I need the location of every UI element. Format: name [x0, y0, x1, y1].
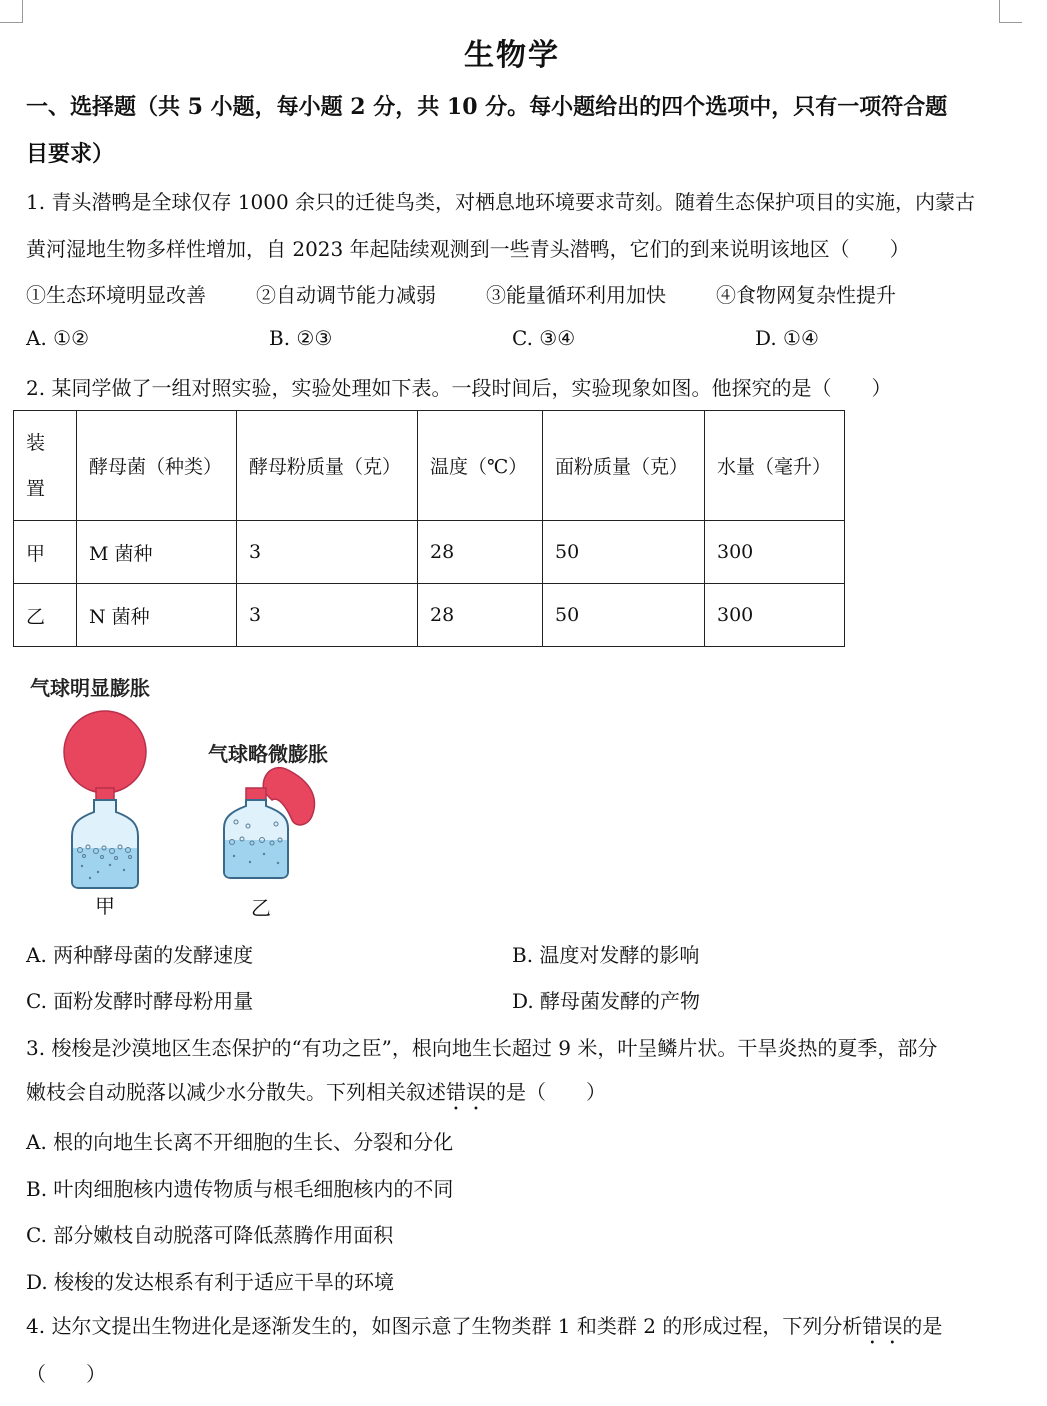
table-row [14, 584, 845, 647]
q4-stem-line1 [26, 1310, 942, 1349]
experiment-table [13, 410, 845, 647]
q3-stem-line1: 3. 梭梭是沙漠地区生态保护的“有功之臣”，根向地生长超过 9 米，叶呈鳞片状。干旱炎热的夏季，部分 [26, 1036, 938, 1060]
big-balloon-neck [96, 788, 114, 800]
q3-option-d[interactable]: D. 梭梭的发达根系有利于适应干旱的环境 [26, 1270, 395, 1294]
table-row [14, 521, 845, 584]
q3-emphasis-wrong: 错误 [446, 1080, 486, 1104]
q1-option-d[interactable]: D. ①④ [755, 326, 819, 350]
q4-stem-pre: 4. 达尔文提出生物进化是逐渐发生的，如图示意了生物类群 1 和类群 2 的形成过程，下列分析 [26, 1314, 863, 1338]
table-cell: 300 [705, 584, 845, 647]
q2-option-b[interactable]: B. 温度对发酵的影响 [512, 943, 700, 967]
section-heading-cont: 目要求） [26, 141, 115, 167]
small-balloon-neck [246, 788, 266, 800]
q4-stem-post: 的是 [902, 1314, 943, 1338]
q1-option-c[interactable]: C. ③④ [512, 326, 576, 350]
table-cell: 乙 [14, 584, 77, 647]
q1-item-4: ④食物网复杂性提升 [716, 283, 896, 307]
table-cell: 3 [237, 584, 418, 647]
header-device-line1: 装 [26, 431, 46, 454]
jar-a-balloon-illustration [64, 711, 146, 888]
q1-stem-line2: 黄河湿地生物多样性增加，自 2023 年起陆续观测到一些青头潜鸭，它们的到来说明该地区（ ） [26, 237, 910, 261]
jar-a-liquid [73, 848, 137, 887]
jar-b-liquid [225, 840, 287, 877]
q1-item-1: ①生态环境明显改善 [26, 283, 206, 307]
q3-stem-line2 [26, 1076, 606, 1115]
table-header-cell: 酵母粉质量（克） [237, 411, 418, 521]
table-cell: 28 [418, 584, 543, 647]
table-cell: 28 [418, 521, 543, 584]
page-corner-mark-right [999, 0, 1022, 23]
table-cell: 50 [543, 521, 705, 584]
q3-option-a[interactable]: A. 根的向地生长离不开细胞的生长、分裂和分化 [26, 1130, 454, 1154]
table-header-cell: 酵母菌（种类） [77, 411, 237, 521]
header-device-line2: 置 [26, 477, 46, 500]
table-cell: M 菌种 [77, 521, 237, 584]
table-cell: N 菌种 [77, 584, 237, 647]
q3-stem-post: 的是（ ） [486, 1080, 606, 1104]
q1-item-3: ③能量循环利用加快 [486, 283, 666, 307]
table-header-cell: 面粉质量（克） [543, 411, 705, 521]
q2-option-c[interactable]: C. 面粉发酵时酵母粉用量 [26, 989, 254, 1013]
q2-option-d[interactable]: D. 酵母菌发酵的产物 [512, 989, 701, 1013]
section-heading: 一、选择题（共 5 小题，每小题 2 分，共 10 分。每小题给出的四个选项中，只有一项符合题 [26, 94, 948, 120]
figure-label-small-balloon: 气球略微膨胀 [208, 742, 328, 766]
q1-option-b[interactable]: B. ②③ [269, 326, 333, 350]
jar-b-label: 乙 [251, 896, 271, 920]
table-cell: 300 [705, 521, 845, 584]
table-header-cell [14, 411, 77, 521]
q4-stem-line2: （ ） [26, 1362, 106, 1386]
q3-stem-pre: 嫩枝会自动脱落以减少水分散失。下列相关叙述 [26, 1080, 446, 1104]
big-balloon [64, 711, 146, 793]
q3-option-c[interactable]: C. 部分嫩枝自动脱落可降低蒸腾作用面积 [26, 1223, 394, 1247]
table-cell: 50 [543, 584, 705, 647]
figure-label-big-balloon: 气球明显膨胀 [30, 676, 150, 700]
q4-emphasis-wrong: 错误 [862, 1314, 903, 1338]
jar-a-label: 甲 [95, 894, 115, 918]
table-cell: 甲 [14, 521, 77, 584]
q3-option-b[interactable]: B. 叶肉细胞核内遗传物质与根毛细胞核内的不同 [26, 1177, 454, 1201]
table-header-row [14, 411, 845, 521]
page-corner-mark-left [0, 0, 23, 23]
table-header-cell: 温度（℃） [418, 411, 543, 521]
q1-stem-line1: 1. 青头潜鸭是全球仅存 1000 余只的迁徙鸟类，对栖息地环境要求苛刻。随着生态保护项目的实施，内蒙古 [26, 190, 976, 214]
fermentation-figure [50, 700, 350, 920]
q2-option-a[interactable]: A. 两种酵母菌的发酵速度 [26, 943, 254, 967]
q1-option-a[interactable]: A. ①② [26, 326, 90, 350]
table-cell: 3 [237, 521, 418, 584]
table-header-cell: 水量（毫升） [705, 411, 845, 521]
page-title: 生物学 [464, 38, 560, 73]
q1-item-2: ②自动调节能力减弱 [256, 283, 436, 307]
jar-b-balloon-illustration [224, 768, 315, 878]
q2-stem: 2. 某同学做了一组对照实验，实验处理如下表。一段时间后，实验现象如图。他探究的是（ ） [26, 376, 892, 400]
